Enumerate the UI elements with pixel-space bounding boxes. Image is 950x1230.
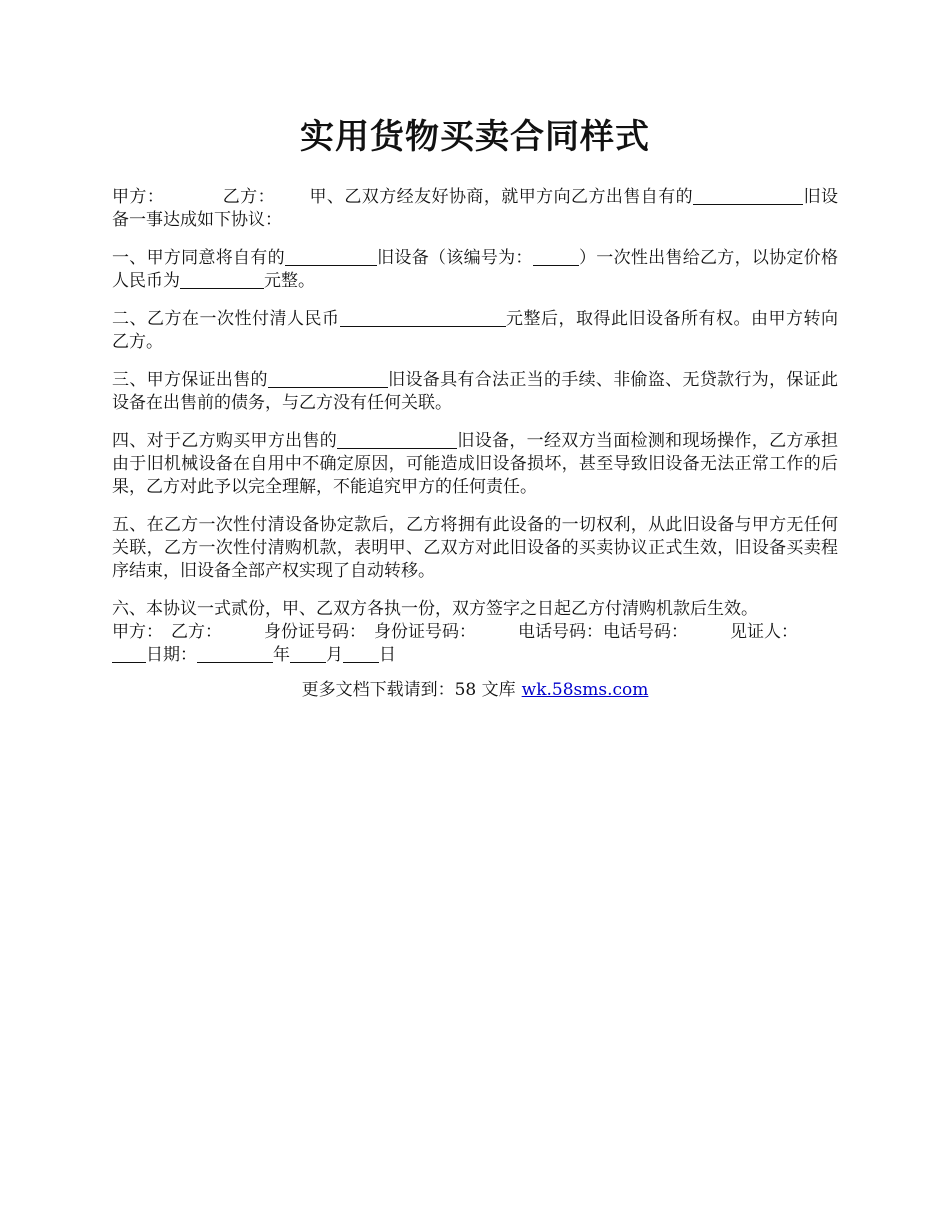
clause-4-text-1: 四、对于乙方购买甲方出售的 <box>112 431 338 451</box>
clause-2 <box>112 308 838 354</box>
serial-number-blank <box>533 247 579 266</box>
equipment-blank <box>285 247 377 266</box>
intro-text-2: 旧设备一事达成如下协议： <box>112 187 838 230</box>
clause-3 <box>112 369 838 415</box>
month-label: 月 <box>326 645 343 665</box>
clause-3-text-2: 旧设备具有合法正当的手续、非偷盗、无贷款行为，保证此设备在出售前的债务，与乙方没有任何关联。 <box>112 370 839 413</box>
signature-party-a: 甲方： <box>112 622 163 642</box>
clause-1-text-1: 一、甲方同意将自有的 <box>112 248 285 268</box>
year-blank <box>197 644 273 663</box>
signature-block <box>112 621 838 667</box>
signature-party-b: 乙方： <box>171 622 222 642</box>
payment-amount-blank <box>340 308 506 327</box>
footer-link[interactable]: wk.58sms.com <box>521 680 649 700</box>
party-a-label: 甲方： <box>112 187 165 207</box>
party-b-label: 乙方： <box>222 187 276 207</box>
year-label: 年 <box>273 645 290 665</box>
clause-1 <box>112 247 838 293</box>
signature-id-a: 身份证号码： <box>264 622 366 642</box>
clause-4 <box>112 430 838 499</box>
footer-text: 更多文档下载请到：58 文库 <box>301 680 516 700</box>
clause-1-text-2: 旧设备（该编号为： <box>376 248 533 268</box>
price-blank <box>180 270 264 289</box>
signature-date-label: 日期： <box>146 645 197 665</box>
sold-equipment-blank <box>268 369 388 388</box>
day-label: 日 <box>379 645 396 665</box>
signature-phone-b: 电话号码： <box>603 622 688 642</box>
clause-1-text-4: 元整。 <box>264 271 315 291</box>
equipment-name-blank <box>693 186 803 205</box>
clause-2-text-1: 二、乙方在一次性付清人民币 <box>112 309 340 329</box>
witness-blank <box>112 644 146 663</box>
intro-text-1: 甲、乙双方经友好协商，就甲方向乙方出售自有的 <box>309 187 694 207</box>
clause-6: 六、本协议一式贰份，甲、乙双方各执一份，双方签字之日起乙方付清购机款后生效。 <box>112 599 758 619</box>
clause-5: 五、在乙方一次性付清设备协定款后，乙方将拥有此设备的一切权利，从此旧设备与甲方无任何关联，乙方一次性付清购机款，表明甲、乙双方对此旧设备的买卖协议正式生效，旧设备买卖程序结束，旧设备全部产权实现了自动转移。 <box>112 515 838 581</box>
signature-witness: 见证人： <box>730 622 798 642</box>
clause-4-text-2: 旧设备，一经双方当面检测和现场操作，乙方承担由于旧机械设备在自用中不确定原因，可能造成旧设备损坏，甚至导致旧设备无法正常工作的后果，乙方对此予以完全理解，不能追究甲方的任何责任。 <box>112 431 839 497</box>
signature-id-b: 身份证号码： <box>374 622 476 642</box>
month-blank <box>290 644 326 663</box>
purchased-equipment-blank <box>337 430 457 449</box>
clause-3-text-1: 三、甲方保证出售的 <box>112 370 268 390</box>
clause-1-text-3: ）一次性出售给乙方，以协定价格人民币为 <box>112 248 839 291</box>
day-blank <box>343 644 379 663</box>
document-title: 实用货物买卖合同样式 <box>300 117 650 157</box>
clause-2-text-2: 元整后，取得此旧设备所有权。由甲方转向乙方。 <box>112 309 838 352</box>
signature-phone-a: 电话号码： <box>518 622 603 642</box>
intro-paragraph <box>112 186 838 232</box>
footer <box>112 679 838 702</box>
